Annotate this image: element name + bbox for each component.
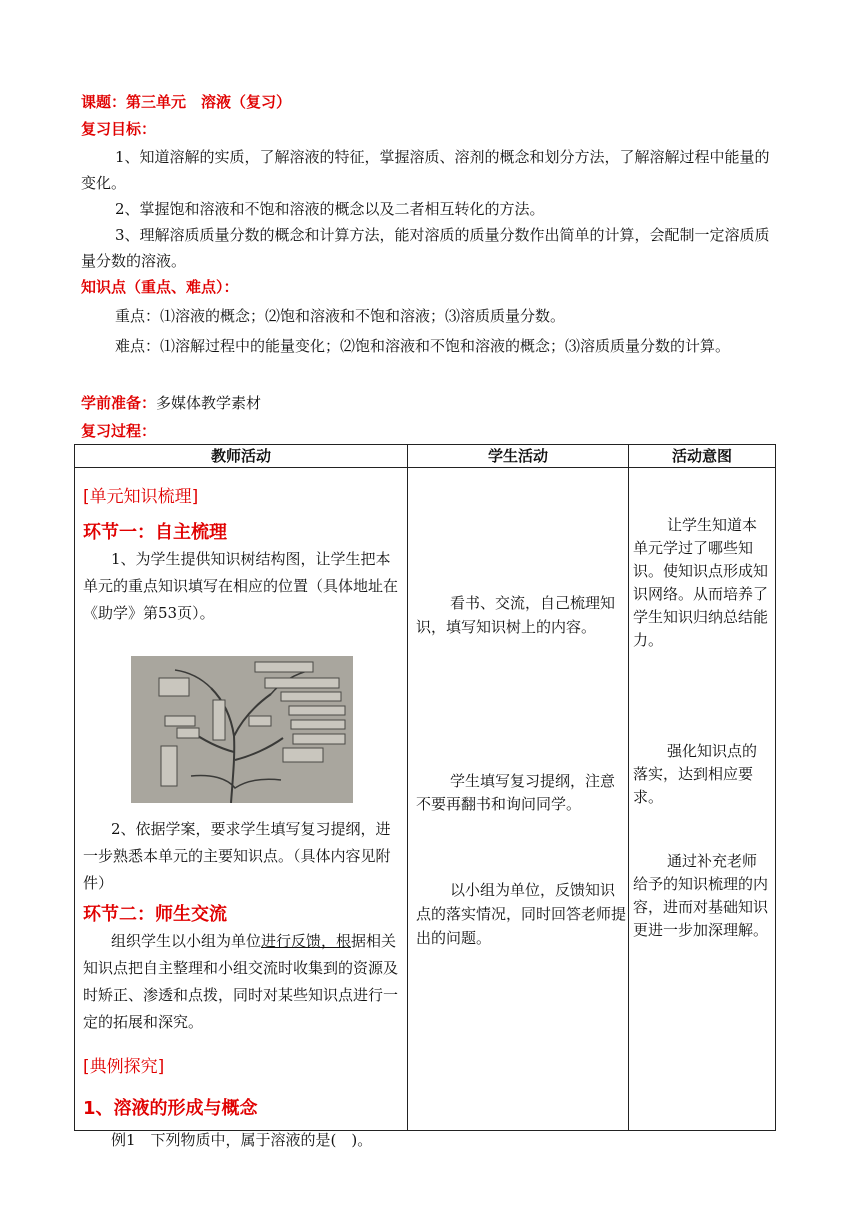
goal-item-1: 1、知道溶解的实质，了解溶液的特征，掌握溶质、溶剂的概念和划分方法，了解溶解过程中能量的变化。 bbox=[81, 148, 770, 192]
header-student: 学生活动 bbox=[408, 445, 629, 468]
goal-item-3: 3、理解溶质质量分数的概念和计算方法，能对溶质的质量分数作出简单的计算，会配制一定溶质质量分数的溶液。 bbox=[81, 226, 770, 270]
step-self-review: 环节一：自主梳理 bbox=[83, 522, 227, 543]
key-points: 重点：⑴溶液的概念；⑵饱和溶液和不饱和溶液；⑶溶质质量分数。 bbox=[115, 307, 566, 325]
p3-start: 组织学生以小组为单位 bbox=[111, 932, 262, 950]
intent-3: 通过补充老师给予的知识梳理的内容，进而对基础知识更进一步加深理解。 bbox=[633, 852, 769, 939]
intent-1: 让学生知道本单元学过了哪些知识。使知识点形成知识网络。从而培养了学生知识归纳总结能力。 bbox=[633, 516, 769, 649]
student-activity-1: 看书、交流，自己梳理知识，填写知识树上的内容。 bbox=[416, 594, 616, 636]
difficult-points: 难点：⑴溶解过程中的能量变化；⑵饱和溶液和不饱和溶液的概念；⑶溶质质量分数的计算。 bbox=[115, 337, 731, 355]
knowledge-heading: 知识点（重点、难点）： bbox=[81, 278, 239, 296]
teacher-paragraph-2: 2、依据学案，要求学生填写复习提纲，进一步熟悉本单元的主要知识点。（具体内容见附件） bbox=[83, 820, 391, 892]
p3-underlined: 进行反馈，根 bbox=[261, 932, 352, 950]
student-cell bbox=[408, 468, 629, 1131]
goals-heading: 复习目标： bbox=[81, 120, 157, 138]
section-knowledge-review: [单元知识梳理] bbox=[83, 487, 199, 507]
teacher-paragraph-1: 1、为学生提供知识树结构图，让学生把本单元的重点知识填写在相应的位置（具体地址在《助学》第53页）。 bbox=[83, 550, 399, 622]
table-header-row bbox=[75, 445, 776, 468]
student-activity-3: 以小组为单位，反馈知识点的落实情况，同时回答老师提出的问题。 bbox=[416, 881, 627, 947]
teacher-cell bbox=[75, 468, 408, 1149]
goal-item-2: 2、掌握饱和溶液和不饱和溶液的概念以及二者相互转化的方法。 bbox=[115, 200, 545, 218]
intent-2: 强化知识点的落实，达到相应要求。 bbox=[633, 742, 758, 806]
topic-solution-formation: 1、溶液的形成与概念 bbox=[83, 1098, 258, 1119]
p3-rest: 据相关知识点把自主整理和小组交流时收集到的资源及时矫正、渗透和点拨，同时对某些知识点进行一定的拓展和深究。 bbox=[83, 932, 399, 1031]
knowledge-tree-photo bbox=[131, 656, 353, 803]
header-intent: 活动意图 bbox=[629, 445, 776, 468]
section-example-study: [典例探究] bbox=[83, 1057, 165, 1077]
table-body-row bbox=[75, 468, 776, 1131]
title-label: 课题： bbox=[81, 93, 127, 111]
step-teacher-student-exchange: 环节二：师生交流 bbox=[83, 904, 227, 925]
intent-cell bbox=[629, 468, 776, 1131]
knowledge-tree-image bbox=[131, 656, 353, 803]
prep-text: 多媒体教学素材 bbox=[156, 394, 262, 412]
process-heading: 复习过程： bbox=[81, 422, 157, 440]
activity-table bbox=[74, 444, 776, 1149]
header-teacher: 教师活动 bbox=[75, 445, 408, 468]
example-1: 例1 下列物质中，属于溶液的是( )。 bbox=[111, 1131, 373, 1149]
title-text: 第三单元 溶液（复习） bbox=[126, 93, 292, 111]
prep-label: 学前准备： bbox=[81, 394, 157, 412]
prep-line bbox=[81, 392, 261, 414]
teacher-paragraph-3 bbox=[83, 928, 401, 1036]
student-activity-2: 学生填写复习提纲，注意不要再翻书和询问同学。 bbox=[416, 772, 616, 813]
lesson-title bbox=[81, 91, 291, 113]
